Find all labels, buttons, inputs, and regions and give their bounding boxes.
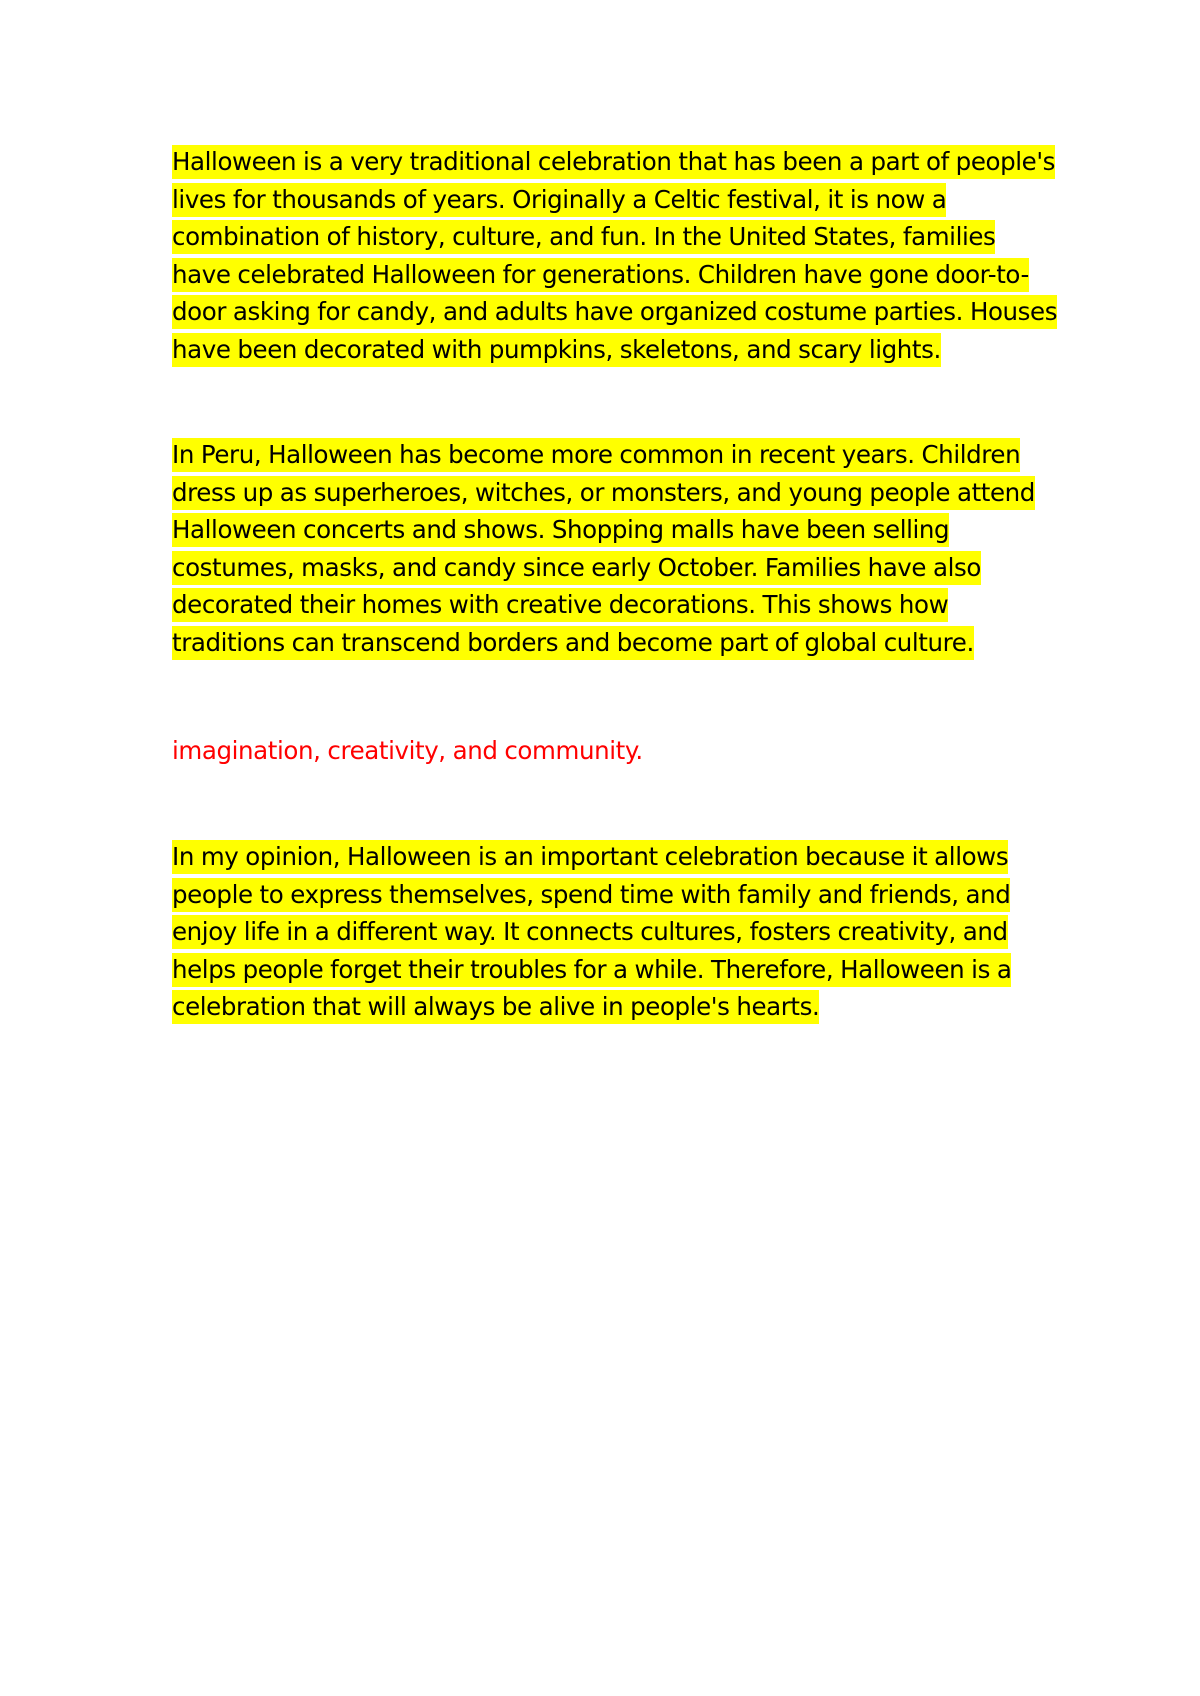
paragraph-peru-halloween	[172, 436, 1072, 661]
paragraph-red-fragment	[172, 732, 1072, 770]
highlighted-text: Halloween is a very traditional celebration that has been a part of people's	[172, 145, 1055, 179]
text-line	[172, 331, 1072, 369]
text-line	[172, 474, 1072, 512]
text-line	[172, 511, 1072, 549]
text-line	[172, 218, 1072, 256]
paragraph-opinion	[172, 838, 1072, 1026]
paragraph-us-halloween	[172, 143, 1072, 368]
text-line	[172, 181, 1072, 219]
highlighted-text: costumes, masks, and candy since early October. Families have also	[172, 551, 981, 585]
highlighted-text: celebration that will always be alive in people's hearts.	[172, 990, 819, 1024]
text-line	[172, 143, 1072, 181]
highlighted-text: traditions can transcend borders and become part of global culture.	[172, 626, 974, 660]
text-line	[172, 436, 1072, 474]
highlighted-text: have celebrated Halloween for generations. Children have gone door-to-	[172, 258, 1029, 292]
text-line	[172, 988, 1072, 1026]
text-line	[172, 549, 1072, 587]
highlighted-text: lives for thousands of years. Originally a Celtic festival, it is now a	[172, 183, 946, 217]
text-line: imagination, creativity, and community.	[172, 736, 643, 765]
text-line	[172, 293, 1072, 331]
highlighted-text: Halloween concerts and shows. Shopping malls have been selling	[172, 513, 949, 547]
text-line	[172, 624, 1072, 662]
text-line	[172, 876, 1072, 914]
highlighted-text: decorated their homes with creative decorations. This shows how	[172, 588, 948, 622]
highlighted-text: In Peru, Halloween has become more common in recent years. Children	[172, 438, 1020, 472]
highlighted-text: helps people forget their troubles for a while. Therefore, Halloween is a	[172, 953, 1011, 987]
highlighted-text: door asking for candy, and adults have organized costume parties. Houses	[172, 295, 1057, 329]
highlighted-text: dress up as superheroes, witches, or monsters, and young people attend	[172, 476, 1035, 510]
highlighted-text: combination of history, culture, and fun. In the United States, families	[172, 220, 995, 254]
highlighted-text: have been decorated with pumpkins, skeletons, and scary lights.	[172, 333, 941, 367]
text-line	[172, 951, 1072, 989]
highlighted-text: enjoy life in a different way. It connects cultures, fosters creativity, and	[172, 915, 1008, 949]
text-line	[172, 256, 1072, 294]
text-line	[172, 913, 1072, 951]
text-line	[172, 838, 1072, 876]
text-line	[172, 586, 1072, 624]
highlighted-text: In my opinion, Halloween is an important celebration because it allows	[172, 840, 1008, 874]
highlighted-text: people to express themselves, spend time with family and friends, and	[172, 878, 1010, 912]
